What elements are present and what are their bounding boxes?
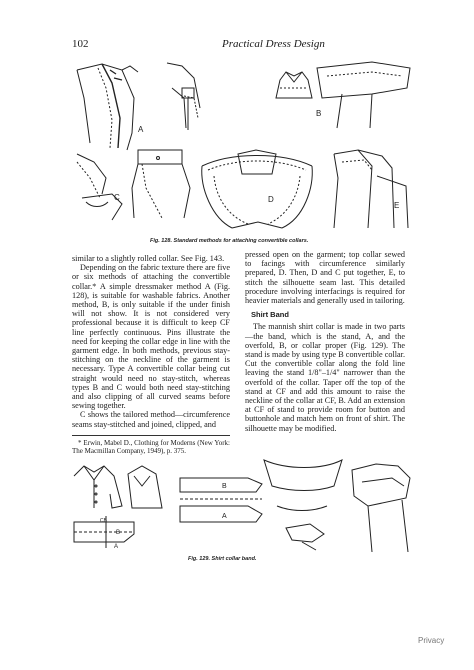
label-d: D xyxy=(268,195,274,204)
page-number: 102 xyxy=(72,38,89,50)
left-column xyxy=(72,254,230,455)
figure-128-collar-illustrations xyxy=(72,58,412,238)
label-cb: CB xyxy=(100,518,107,524)
label-a-flat: A xyxy=(114,544,119,550)
label-a-band: A xyxy=(222,513,227,520)
method-e-drawing xyxy=(334,150,408,228)
page-header xyxy=(72,38,412,52)
method-d-drawing xyxy=(202,150,312,228)
right-paragraph-1: pressed open on the garment; top collar sewed to facings with circumference similarly prepared, D. Then, D and C put together, E, to stitch the silhouette seam last. This detailed procedure involving interfacings is required for heavier materials and generally used in tailoring. xyxy=(245,250,405,306)
right-paragraph-2: The mannish shirt collar is made in two parts—the band, which is the stand, A, and the overfold, B, or collar proper (Fig. 129). The stand is made by using type B convertible collar. Cut the convertible collar along the fold line leaving the stand 1/8"–1/4" narrower than the overfold of the collar. Taper off the top of the stand at CF and add this amount to raise the neckline of the collar at CF, B. Add an extension at CF of stand to provide room for button and buttonhole and match hem on front of shirt. The silhouette may be modified. xyxy=(245,322,405,433)
method-a-drawing xyxy=(77,63,200,150)
method-b-drawing xyxy=(276,62,410,128)
collar-and-stand-pattern xyxy=(180,460,342,550)
running-title: Practical Dress Design xyxy=(222,38,325,50)
label-b-flat: B xyxy=(116,530,121,536)
figure-129-caption: Fig. 129. Shirt collar band. xyxy=(188,556,257,562)
label-b-band: B xyxy=(222,483,227,490)
shirt-front-drawing xyxy=(74,466,162,508)
method-c-drawing xyxy=(77,150,190,220)
footnote: * Erwin, Mabel D., Clothing for Moderns (New York: The Macmillan Company, 1949), p. 375. xyxy=(72,435,230,455)
figure-129-shirt-collar-band xyxy=(72,456,412,556)
left-paragraph-3: C shows the tailored method—circumference seams stay-stitched and joined, clipped, and xyxy=(72,410,230,429)
label-b: B xyxy=(316,109,322,118)
label-a: A xyxy=(138,125,144,134)
finished-collar-drawing xyxy=(352,464,410,552)
label-e: E xyxy=(394,201,400,210)
left-paragraph-1: similar to a slightly rolled collar. See Fig. 143. xyxy=(72,254,225,263)
label-c: C xyxy=(114,193,120,202)
left-paragraph-2: Depending on the fabric texture there are five or six methods of attaching the convertible collar.* A simple dressmaker method A (Fig. 128), is suitable for washable fabrics. Another method, B, is only suitable if the under finish will not show. It is not considered very professional because it is difficult to keep CF line perfectly continuous. Pins illustrate the need for keeping the collar edge in line with the garment edge. In both methods, previous stay-stitching on the neckline of the garment is necessary. Type A convertible collar being cut straight would need no stay-stitch, whereas types B and C would both need stay-stitching and also clipping of all curved seams before sewing together. xyxy=(72,263,230,411)
right-column xyxy=(245,250,405,433)
section-heading-shirt-band: Shirt Band xyxy=(251,310,289,320)
privacy-link[interactable]: Privacy xyxy=(418,636,445,645)
figure-128-caption: Fig. 128. Standard methods for attaching convertible collars. xyxy=(150,238,309,244)
